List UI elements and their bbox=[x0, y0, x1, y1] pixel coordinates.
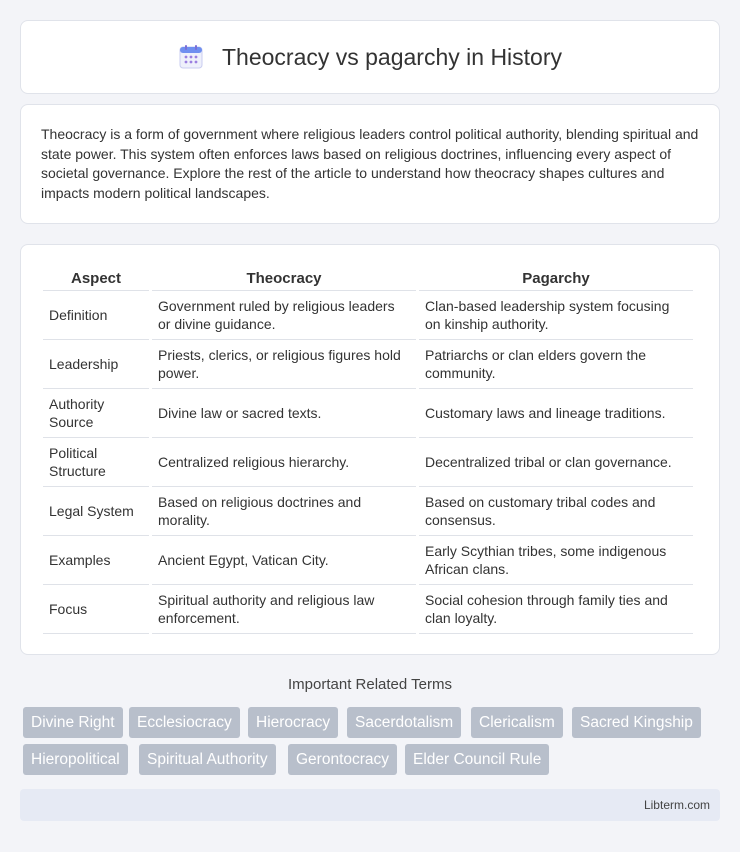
tag-spiritual-authority[interactable]: Spiritual Authority bbox=[139, 744, 276, 775]
comparison-card bbox=[20, 244, 720, 655]
cell-pagarchy: Clan-based leadership system focusing on kinship authority. bbox=[419, 291, 693, 340]
header-aspect: Aspect bbox=[43, 265, 149, 291]
table-row bbox=[43, 291, 693, 340]
cell-pagarchy: Customary laws and lineage traditions. bbox=[419, 389, 693, 438]
cell-pagarchy: Social cohesion through family ties and clan loyalty. bbox=[419, 585, 693, 634]
cell-aspect: Focus bbox=[43, 585, 149, 634]
cell-aspect: Examples bbox=[43, 536, 149, 585]
tag-gerontocracy[interactable]: Gerontocracy bbox=[288, 744, 397, 775]
cell-theocracy: Centralized religious hierarchy. bbox=[152, 438, 416, 487]
tag-hieropolitical[interactable]: Hieropolitical bbox=[23, 744, 128, 775]
footer bbox=[20, 789, 720, 821]
comparison-table bbox=[40, 265, 696, 634]
cell-aspect: Authority Source bbox=[43, 389, 149, 438]
table-row bbox=[43, 585, 693, 634]
cell-theocracy: Spiritual authority and religious law enforcement. bbox=[152, 585, 416, 634]
cell-aspect: Political Structure bbox=[43, 438, 149, 487]
header-card bbox=[20, 20, 720, 94]
cell-theocracy: Based on religious doctrines and morality. bbox=[152, 487, 416, 536]
tag-divine-right[interactable]: Divine Right bbox=[23, 707, 123, 738]
cell-theocracy: Priests, clerics, or religious figures hold power. bbox=[152, 340, 416, 389]
tag-clericalism[interactable]: Clericalism bbox=[471, 707, 563, 738]
intro-card bbox=[20, 104, 720, 224]
table-row bbox=[43, 487, 693, 536]
tag-elder-council-rule[interactable]: Elder Council Rule bbox=[405, 744, 549, 775]
table-row bbox=[43, 340, 693, 389]
title-wrap bbox=[178, 44, 562, 71]
cell-pagarchy: Decentralized tribal or clan governance. bbox=[419, 438, 693, 487]
cell-aspect: Leadership bbox=[43, 340, 149, 389]
table-row bbox=[43, 389, 693, 438]
intro-text: Theocracy is a form of government where religious leaders control political authority, blending spiritual and state power. This system often enforces laws based on religious doctrines, influencing every aspect of societal governance. Explore the rest of the article to understand how theocracy shapes cultures and impacts modern political landscapes. bbox=[41, 126, 699, 201]
page-title: Theocracy vs pagarchy in History bbox=[221, 43, 562, 70]
table-header-row bbox=[43, 265, 693, 291]
cell-pagarchy: Based on customary tribal codes and consensus. bbox=[419, 487, 693, 536]
cell-theocracy: Government ruled by religious leaders or divine guidance. bbox=[152, 291, 416, 340]
footer-site[interactable]: Libterm.com bbox=[643, 798, 710, 812]
cell-pagarchy: Early Scythian tribes, some indigenous African clans. bbox=[419, 536, 693, 585]
table-row bbox=[43, 536, 693, 585]
header-pagarchy: Pagarchy bbox=[419, 265, 693, 291]
tag-ecclesiocracy[interactable]: Ecclesiocracy bbox=[129, 707, 240, 738]
cell-theocracy: Divine law or sacred texts. bbox=[152, 389, 416, 438]
tag-sacerdotalism[interactable]: Sacerdotalism bbox=[347, 707, 461, 738]
tag-sacred-kingship[interactable]: Sacred Kingship bbox=[572, 707, 701, 738]
cell-aspect: Legal System bbox=[43, 487, 149, 536]
cell-theocracy: Ancient Egypt, Vatican City. bbox=[152, 536, 416, 585]
table-row bbox=[43, 438, 693, 487]
cell-pagarchy: Patriarchs or clan elders govern the community. bbox=[419, 340, 693, 389]
cell-aspect: Definition bbox=[43, 291, 149, 340]
tag-hierocracy[interactable]: Hierocracy bbox=[248, 707, 338, 738]
calendar-icon bbox=[178, 44, 204, 70]
header-theocracy: Theocracy bbox=[152, 265, 416, 291]
related-terms-title: Important Related Terms bbox=[288, 676, 452, 693]
